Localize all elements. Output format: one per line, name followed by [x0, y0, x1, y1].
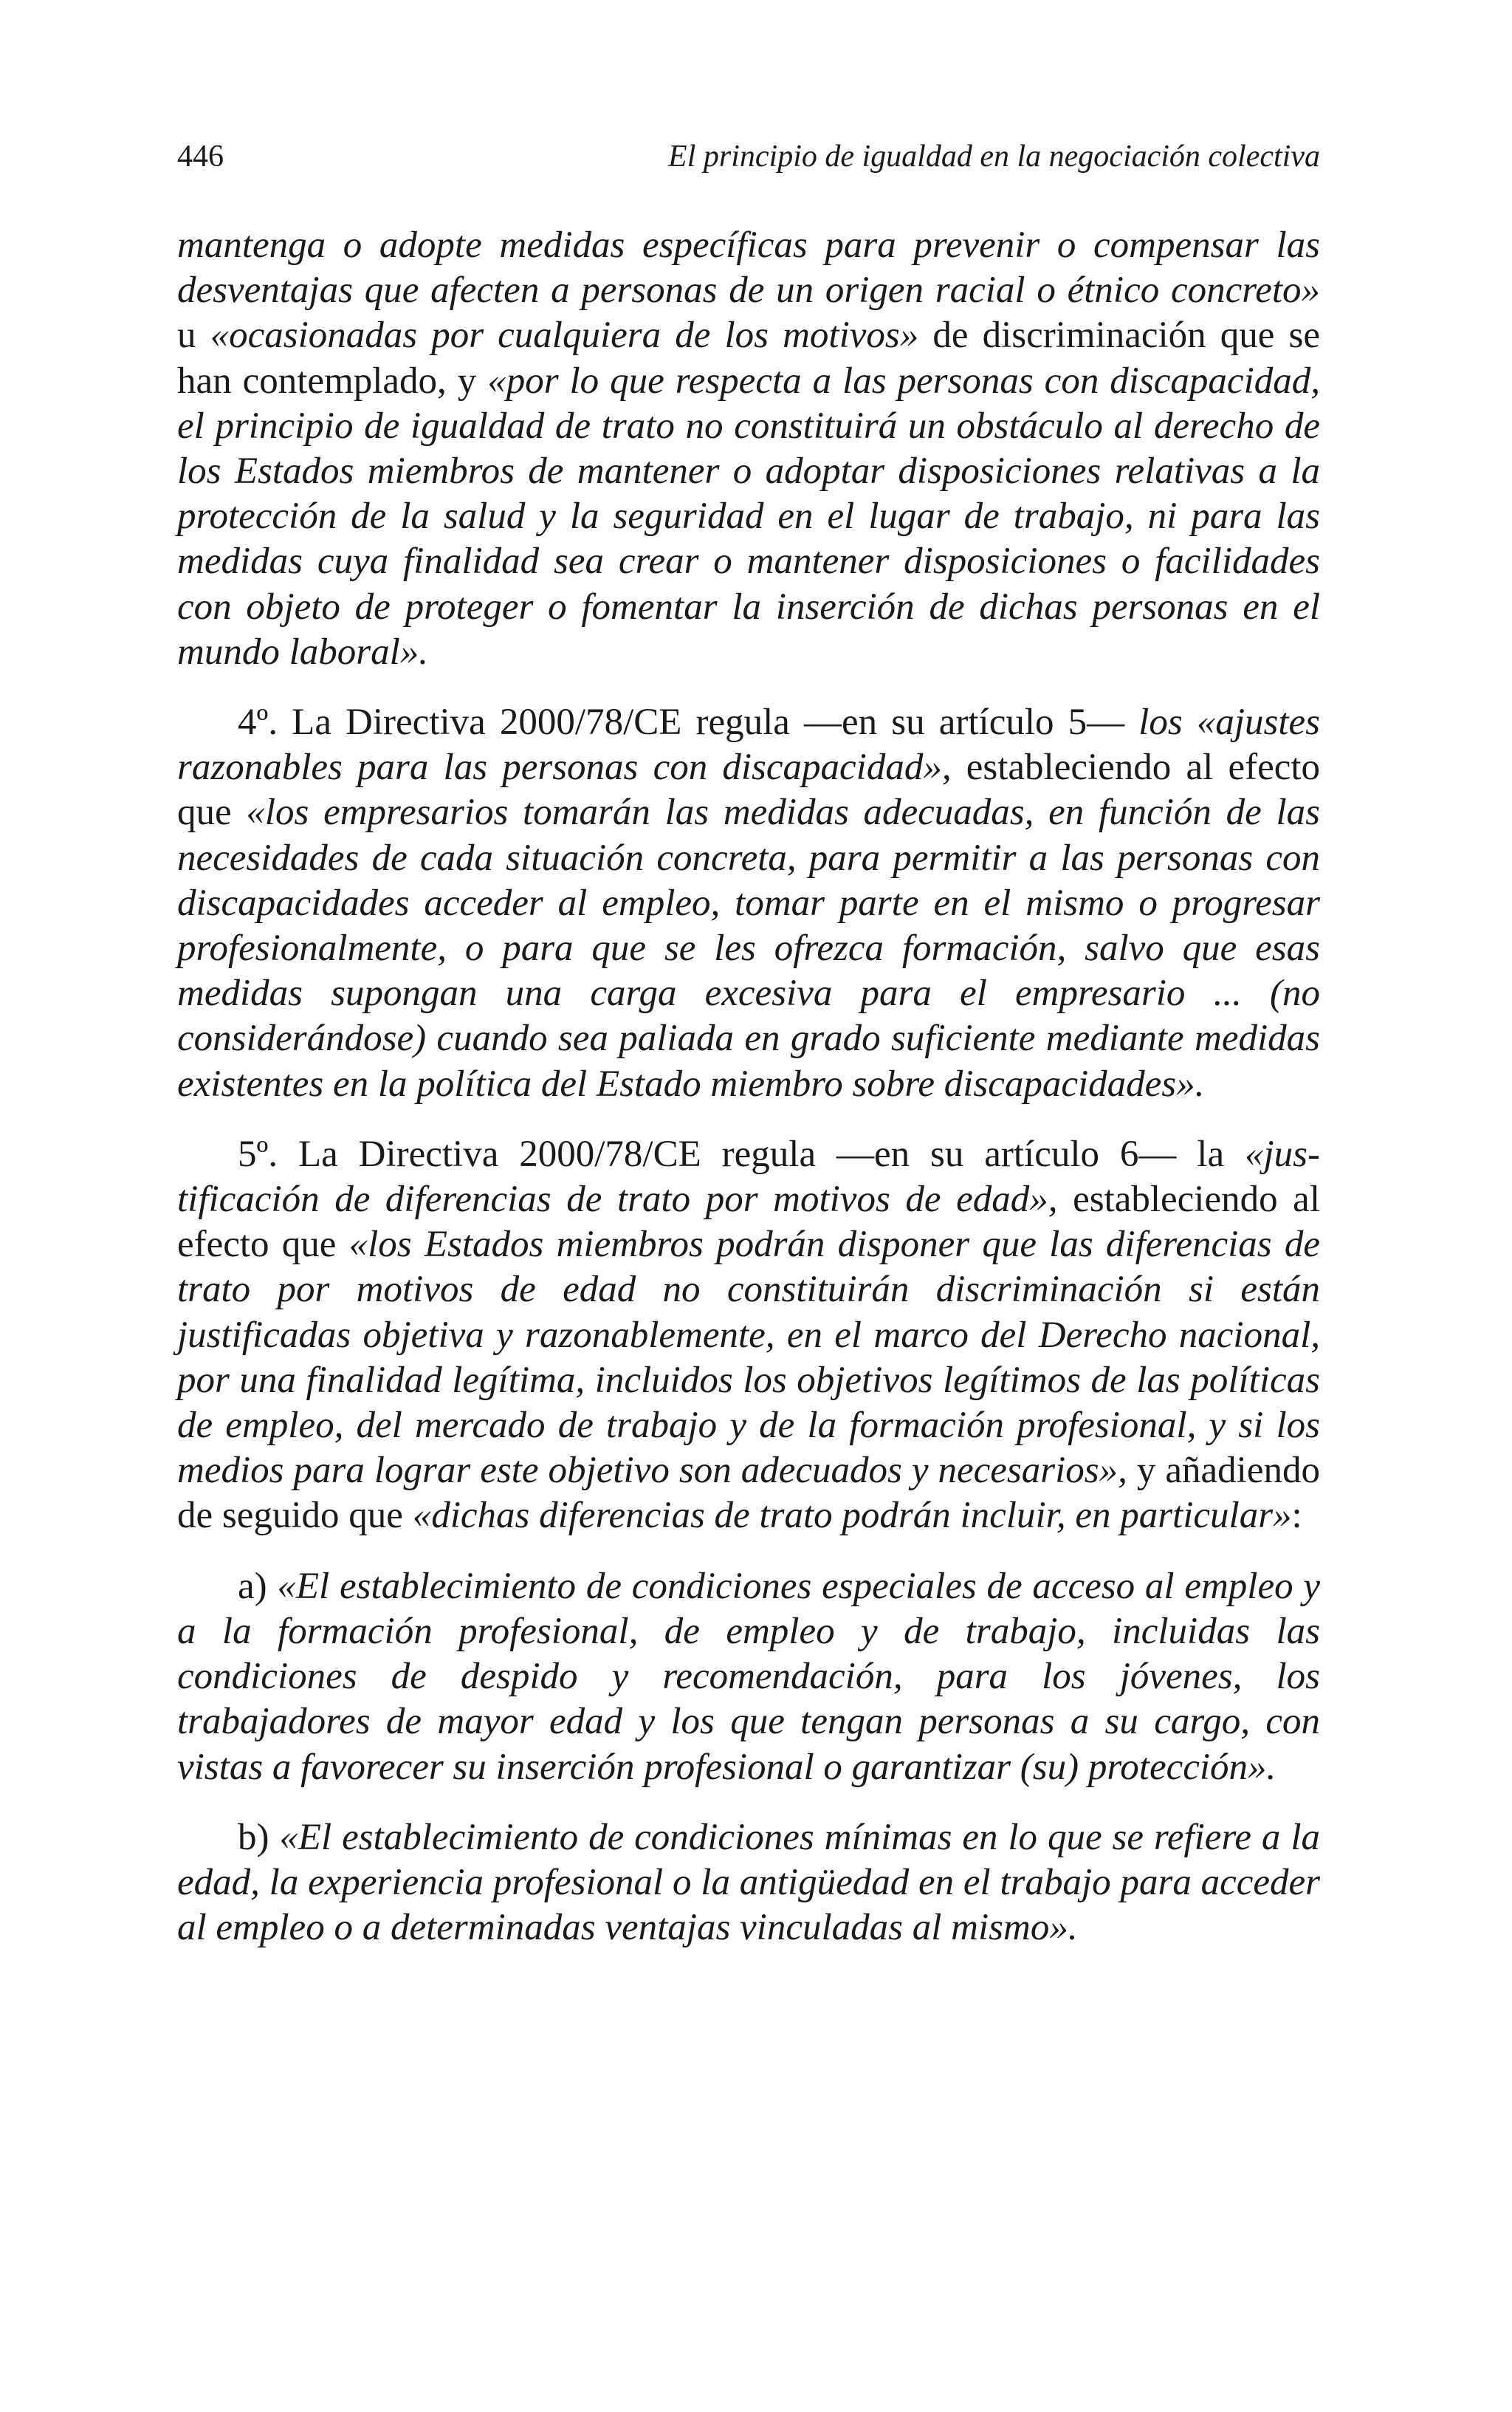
quote-text: los «ajustes razonables para las personas con discapacidad», — [177, 702, 1321, 789]
body-text-run: 4º. La Directiva 2000/78/CE regula —en su artículo 5— — [238, 702, 1139, 744]
item-label: b) — [238, 1816, 280, 1858]
page-number: 446 — [177, 140, 224, 174]
body-text-run: de discriminación que se han contemplado, y — [177, 315, 1321, 402]
running-head — [177, 139, 1320, 183]
body-text-run: y añadiendo de seguido que — [177, 1450, 1320, 1537]
body-text-run: estableciendo al efecto que — [177, 1179, 1320, 1266]
body-text — [177, 223, 1320, 1976]
quote-text: «dichas diferencias de trato podrán incluir, en particular» — [412, 1495, 1292, 1537]
paragraph-item-b — [177, 1815, 1320, 1951]
quote-text: «por lo que respecta a las personas con discapacidad, el principio de igualdad de trato no constituirá un obstáculo al derecho de los Estados miembros de mantener o adoptar disposiciones relativas a la protección de la salud y la seguridad en el lugar de trabajo, ni para las medidas cuya finalidad sea crear o mantener disposiciones o facilidades con objeto de proteger o fomentar la inserción de dichas personas en el mundo laboral». — [177, 360, 1320, 673]
paragraph-point-4 — [177, 700, 1320, 1107]
quote-text: «justificación de diferencias de trato por motivos de edad», — [177, 1133, 1320, 1221]
body-text-run: 5º. La Directiva 2000/78/CE regula —en su artículo 6— la — [238, 1133, 1245, 1175]
quote-text: «El establecimiento de condiciones especiales de acceso al empleo y a la formación profesional, de empleo y de trabajo, incluidas las condiciones de despido y recomendación, para los jóvenes, los trabajadores de mayor edad y los que tengan personas a su cargo, con vistas a favorecer su inserción profesional o garantizar (su) protección». — [177, 1565, 1320, 1788]
running-title: El principio de igualdad en la negociación colectiva — [668, 140, 1320, 174]
quote-text: «los Estados miembros podrán disponer que las diferencias de trato por motivos de edad no constituirán discriminación si están justificadas objetiva y razonablemente, en el marco del Derecho nacional, por una finalidad legítima, incluidos los objetivos legítimos de las políticas de empleo, del mercado de trabajo y de la formación profesional, y si los medios para lograr este objetivo son adecuados y necesarios», — [177, 1224, 1320, 1492]
paragraph-item-a — [177, 1564, 1320, 1790]
body-text-run: : — [1291, 1495, 1302, 1537]
quote-text: «los empresarios tomarán las medidas adecuadas, en función de las necesidades de cada situación concreta, para permitir a las personas con discapacidades acceder al empleo, tomar parte en el mismo o progresar profesionalmente, o para que se les ofrezca formación, salvo que esas medidas supongan una carga excesiva para el empresario ... (no considerándose) cuando sea paliada en grado suficiente mediante medidas existentes en la política del Estado miembro sobre discapacidades». — [177, 792, 1320, 1105]
body-text-run: estableciendo al efecto que — [177, 747, 1321, 834]
quote-text: «ocasionadas por cualquiera de los motivos» — [210, 315, 919, 357]
paragraph-directive-continuation — [177, 223, 1320, 675]
item-label: a) — [238, 1565, 278, 1607]
quote-text: mantenga o adopte medidas específicas para prevenir o compensar las desventajas que afecten a personas de un origen racial o étnico concreto» — [177, 225, 1320, 312]
body-text-run: u — [177, 315, 210, 357]
quote-text: «El establecimiento de condiciones mínimas en lo que se refiere a la edad, la experiencia profesional o la antigüedad en el trabajo para acceder al empleo o a determinadas ventajas vinculadas al mismo». — [177, 1816, 1320, 1949]
paragraph-point-5 — [177, 1132, 1320, 1539]
